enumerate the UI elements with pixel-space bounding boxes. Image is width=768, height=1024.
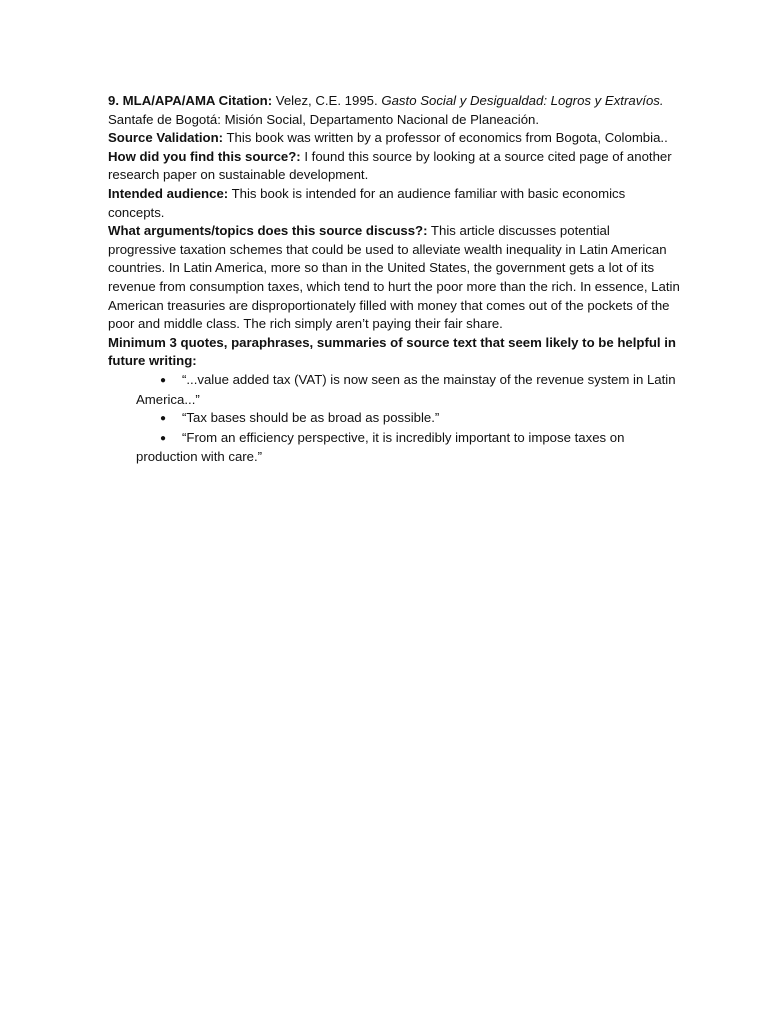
audience-label: Intended audience:: [108, 185, 229, 201]
found-text: I found this source by looking at a source cited page of another research paper on sustainable development.: [108, 148, 672, 183]
citation-publisher: Santafe de Bogotá: Misión Social, Departamento Nacional de Planeación.: [108, 111, 540, 127]
quote-text: “...value added tax (VAT) is now seen as the mainstay of the revenue system in Latin America...”: [136, 371, 676, 407]
quotes-label: Minimum 3 quotes, paraphrases, summaries of source text that seem likely to be helpful in future writing:: [108, 334, 676, 369]
list-item: [108, 371, 680, 409]
quote-line: [136, 429, 680, 467]
quote-line: [136, 371, 680, 409]
citation-entry: [108, 92, 680, 129]
bullet-icon: ●: [160, 413, 167, 425]
citation-title: Gasto Social y Desigualdad: Logros y Extravíos.: [381, 93, 664, 108]
quote-line: [136, 409, 680, 429]
list-item: [108, 429, 680, 467]
quote-text: “From an efficiency perspective, it is incredibly important to impose taxes on production with care.”: [136, 429, 625, 465]
arguments-label: What arguments/topics does this source discuss?:: [108, 223, 428, 239]
bullet-icon: ●: [160, 374, 167, 386]
quote-text: “Tax bases should be as broad as possible.”: [182, 410, 440, 426]
audience-entry: [108, 185, 680, 222]
validation-label: Source Validation:: [108, 130, 224, 146]
audience-text: This book is intended for an audience familiar with basic economics concepts.: [108, 185, 626, 220]
validation-text: This book was written by a professor of economics from Bogota, Colombia..: [223, 130, 668, 146]
document-page: [108, 92, 680, 467]
arguments-text: This article discusses potential progressive taxation schemes that could be used to alleviate wealth inequality in Latin American countries. In Latin America, more so than in the United States, the government gets a lot of its revenue from consumption taxes, which tend to hurt the poor more than the rich. In essence, Latin American treasuries are disproportionately filled with money that comes out of the pockets of the poor and middle class. The rich simply aren’t paying their fair share.: [108, 223, 680, 332]
list-item: [108, 409, 680, 429]
citation-label: 9. MLA/APA/AMA Citation:: [108, 93, 273, 108]
validation-entry: [108, 129, 680, 148]
bullet-icon: ●: [160, 432, 167, 444]
quotes-heading: [108, 334, 680, 371]
arguments-entry: [108, 222, 680, 334]
quotes-list: [108, 371, 680, 467]
found-label: How did you find this source?:: [108, 148, 301, 164]
found-entry: [108, 148, 680, 185]
citation-author: Velez, C.E. 1995.: [272, 93, 382, 108]
